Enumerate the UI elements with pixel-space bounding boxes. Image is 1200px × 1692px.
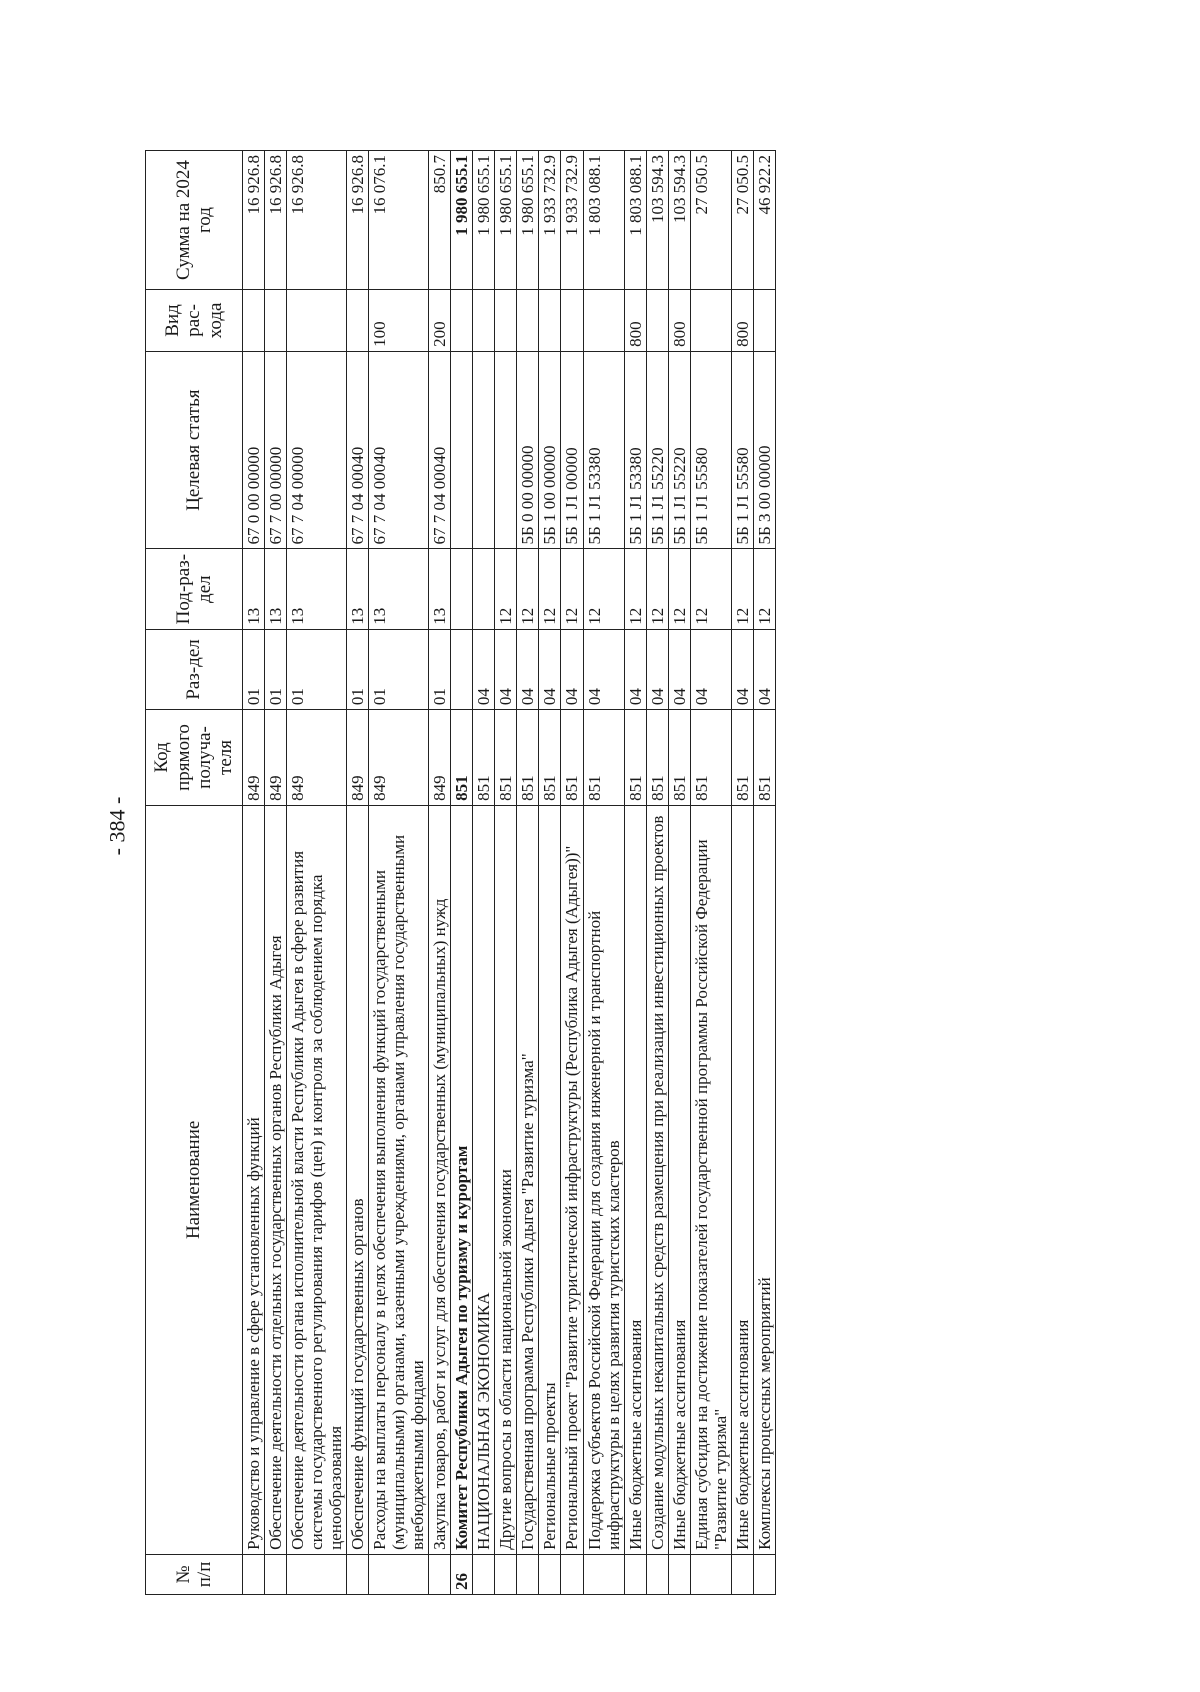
- cell-sum: 16 926.8: [287, 151, 347, 290]
- cell-sum: 1 980 655.1: [495, 151, 517, 290]
- cell-cel: 5Б 1 J1 55580: [731, 351, 753, 549]
- cell-code: 849: [265, 710, 287, 806]
- cell-code: 849: [429, 710, 451, 806]
- cell-vid: 800: [668, 290, 690, 352]
- cell-sum: 1 980 655.1: [473, 151, 495, 290]
- cell-code: 851: [731, 710, 753, 806]
- cell-code: 851: [495, 710, 517, 806]
- cell-podrazdel: 12: [753, 549, 775, 629]
- cell-razdel: 01: [287, 629, 347, 709]
- header-name: Наименование: [146, 805, 243, 1554]
- budget-table-rotated: [145, 150, 1145, 1595]
- cell-vid: [243, 290, 265, 352]
- cell-podrazdel: 13: [347, 549, 369, 629]
- cell-sum: 16 926.8: [243, 151, 265, 290]
- cell-name: Создание модульных некапитальных средств размещения при реализации инвестиционных проектов: [646, 805, 668, 1554]
- cell-razdel: 01: [347, 629, 369, 709]
- cell-num: [646, 1554, 668, 1594]
- table-row: [731, 151, 753, 1595]
- cell-razdel: 04: [539, 629, 561, 709]
- cell-razdel: 04: [583, 629, 624, 709]
- cell-cel: 67 7 04 00000: [287, 351, 347, 549]
- cell-vid: [451, 290, 473, 352]
- budget-table-container: [145, 150, 1145, 1595]
- cell-vid: [690, 290, 731, 352]
- table-row: [646, 151, 668, 1595]
- cell-num: [347, 1554, 369, 1594]
- cell-razdel: 01: [429, 629, 451, 709]
- cell-num: [517, 1554, 539, 1594]
- cell-sum: 103 594.3: [646, 151, 668, 290]
- cell-podrazdel: [473, 549, 495, 629]
- cell-razdel: 01: [243, 629, 265, 709]
- cell-razdel: 04: [646, 629, 668, 709]
- cell-sum: 27 050.5: [690, 151, 731, 290]
- cell-cel: 5Б 1 J1 53380: [583, 351, 624, 549]
- cell-vid: 800: [731, 290, 753, 352]
- cell-vid: [753, 290, 775, 352]
- cell-vid: [265, 290, 287, 352]
- cell-cel: 5Б 1 00 00000: [539, 351, 561, 549]
- table-row: [429, 151, 451, 1595]
- cell-razdel: 04: [517, 629, 539, 709]
- table-row: [243, 151, 265, 1595]
- table-header-row: [146, 151, 243, 1595]
- cell-razdel: 04: [624, 629, 646, 709]
- cell-vid: [646, 290, 668, 352]
- cell-sum: 1 803 088.1: [624, 151, 646, 290]
- cell-code: 851: [561, 710, 583, 806]
- cell-vid: [495, 290, 517, 352]
- cell-cel: 67 7 04 00040: [369, 351, 429, 549]
- header-code: Код прямого получа-теля: [146, 710, 243, 806]
- cell-podrazdel: 12: [583, 549, 624, 629]
- table-row: [451, 151, 473, 1595]
- cell-name: Руководство и управление в сфере установленных функций: [243, 805, 265, 1554]
- cell-cel: 5Б 1 J1 55220: [646, 351, 668, 549]
- cell-sum: 1 933 732.9: [539, 151, 561, 290]
- cell-num: [243, 1554, 265, 1594]
- cell-code: 851: [473, 710, 495, 806]
- cell-cel: 67 7 04 00040: [429, 351, 451, 549]
- cell-sum: 1 980 655.1: [451, 151, 473, 290]
- table-row: [265, 151, 287, 1595]
- cell-vid: [287, 290, 347, 352]
- cell-sum: 16 926.8: [265, 151, 287, 290]
- header-num: № п/п: [146, 1554, 243, 1594]
- cell-cel: 67 7 04 00040: [347, 351, 369, 549]
- cell-podrazdel: 13: [265, 549, 287, 629]
- cell-num: [539, 1554, 561, 1594]
- table-row: [690, 151, 731, 1595]
- cell-name: Обеспечение деятельности отдельных государственных органов Республики Адыгея: [265, 805, 287, 1554]
- cell-cel: 5Б 1 J1 55580: [690, 351, 731, 549]
- cell-num: [369, 1554, 429, 1594]
- cell-cel: 67 0 00 00000: [243, 351, 265, 549]
- cell-code: 851: [753, 710, 775, 806]
- cell-sum: 1 980 655.1: [517, 151, 539, 290]
- cell-razdel: 04: [668, 629, 690, 709]
- cell-name: НАЦИОНАЛЬНАЯ ЭКОНОМИКА: [473, 805, 495, 1554]
- cell-num: [668, 1554, 690, 1594]
- cell-podrazdel: 12: [539, 549, 561, 629]
- cell-name: Поддержка субъектов Российской Федерации для создания инженерной и транспортной инфраструктуры в целях развития туристских кластеров: [583, 805, 624, 1554]
- header-vid: Вид рас-хода: [146, 290, 243, 352]
- header-razdel: Раз-дел: [146, 629, 243, 709]
- cell-cel: 5Б 1 J1 55220: [668, 351, 690, 549]
- cell-code: 851: [668, 710, 690, 806]
- cell-name: Другие вопросы в области национальной экономики: [495, 805, 517, 1554]
- cell-podrazdel: 13: [287, 549, 347, 629]
- header-sum: Сумма на 2024 год: [146, 151, 243, 290]
- table-row: [287, 151, 347, 1595]
- cell-sum: 850.7: [429, 151, 451, 290]
- cell-name: Государственная программа Республики Адыгея "Развитие туризма": [517, 805, 539, 1554]
- cell-podrazdel: 13: [243, 549, 265, 629]
- cell-podrazdel: 12: [495, 549, 517, 629]
- cell-cel: 5Б 1 J1 00000: [561, 351, 583, 549]
- cell-num: [265, 1554, 287, 1594]
- cell-num: [429, 1554, 451, 1594]
- cell-code: 849: [243, 710, 265, 806]
- cell-podrazdel: 12: [668, 549, 690, 629]
- cell-podrazdel: 12: [646, 549, 668, 629]
- cell-name: Единая субсидия на достижение показателей государственной программы Российской Федерации "Развитие туризма": [690, 805, 731, 1554]
- cell-code: 851: [451, 710, 473, 806]
- cell-cel: 5Б 3 00 00000: [753, 351, 775, 549]
- cell-sum: 46 922.2: [753, 151, 775, 290]
- cell-name: Региональный проект "Развитие туристической инфраструктуры (Республика Адыгея (Адыгея))": [561, 805, 583, 1554]
- cell-razdel: 04: [495, 629, 517, 709]
- table-row: [369, 151, 429, 1595]
- cell-sum: 27 050.5: [731, 151, 753, 290]
- cell-name: Закупка товаров, работ и услуг для обеспечения государственных (муниципальных) нужд: [429, 805, 451, 1554]
- cell-name: Региональные проекты: [539, 805, 561, 1554]
- cell-razdel: [451, 629, 473, 709]
- cell-code: 849: [287, 710, 347, 806]
- budget-table: [145, 150, 776, 1595]
- cell-cel: 5Б 0 00 00000: [517, 351, 539, 549]
- cell-num: [690, 1554, 731, 1594]
- cell-name: Комитет Республики Адыгея по туризму и курортам: [451, 805, 473, 1554]
- cell-razdel: 04: [690, 629, 731, 709]
- cell-vid: [583, 290, 624, 352]
- table-row: [517, 151, 539, 1595]
- cell-podrazdel: [451, 549, 473, 629]
- table-row: [347, 151, 369, 1595]
- page-number: - 384 -: [104, 796, 130, 856]
- cell-name: Иные бюджетные ассигнования: [624, 805, 646, 1554]
- cell-code: 851: [583, 710, 624, 806]
- cell-num: [473, 1554, 495, 1594]
- cell-podrazdel: 12: [561, 549, 583, 629]
- cell-sum: 1 933 732.9: [561, 151, 583, 290]
- cell-num: [495, 1554, 517, 1594]
- table-row: [473, 151, 495, 1595]
- cell-name: Иные бюджетные ассигнования: [668, 805, 690, 1554]
- cell-name: Комплексы процессных мероприятий: [753, 805, 775, 1554]
- table-row: [539, 151, 561, 1595]
- cell-razdel: 04: [561, 629, 583, 709]
- cell-cel: [495, 351, 517, 549]
- cell-podrazdel: 13: [369, 549, 429, 629]
- cell-code: 851: [690, 710, 731, 806]
- cell-code: 851: [517, 710, 539, 806]
- cell-num: [583, 1554, 624, 1594]
- cell-num: [731, 1554, 753, 1594]
- cell-num: [624, 1554, 646, 1594]
- cell-vid: 100: [369, 290, 429, 352]
- cell-code: 851: [646, 710, 668, 806]
- cell-cel: 5Б 1 J1 53380: [624, 351, 646, 549]
- cell-podrazdel: 12: [731, 549, 753, 629]
- cell-num: [753, 1554, 775, 1594]
- cell-razdel: 04: [731, 629, 753, 709]
- cell-num: [287, 1554, 347, 1594]
- cell-cel: [473, 351, 495, 549]
- cell-vid: 200: [429, 290, 451, 352]
- cell-sum: 16 076.1: [369, 151, 429, 290]
- cell-num: 26: [451, 1554, 473, 1594]
- cell-code: 851: [624, 710, 646, 806]
- table-body: [243, 151, 776, 1595]
- cell-sum: 103 594.3: [668, 151, 690, 290]
- cell-razdel: 04: [473, 629, 495, 709]
- header-podrazdel: Под-раз-дел: [146, 549, 243, 629]
- table-row: [624, 151, 646, 1595]
- header-cel: Целевая статья: [146, 351, 243, 549]
- cell-vid: [561, 290, 583, 352]
- cell-vid: [539, 290, 561, 352]
- cell-podrazdel: 12: [517, 549, 539, 629]
- cell-sum: 1 803 088.1: [583, 151, 624, 290]
- table-row: [583, 151, 624, 1595]
- cell-podrazdel: 12: [624, 549, 646, 629]
- table-row: [753, 151, 775, 1595]
- cell-razdel: 04: [753, 629, 775, 709]
- table-row: [495, 151, 517, 1595]
- cell-podrazdel: 12: [690, 549, 731, 629]
- cell-podrazdel: 13: [429, 549, 451, 629]
- cell-name: Обеспечение деятельности органа исполнительной власти Республики Адыгея в сфере развития системы государственного регулирования тарифов (цен) и контроля за соблюдением порядка ценообразования: [287, 805, 347, 1554]
- table-row: [561, 151, 583, 1595]
- cell-vid: [473, 290, 495, 352]
- cell-code: 849: [369, 710, 429, 806]
- cell-code: 851: [539, 710, 561, 806]
- cell-sum: 16 926.8: [347, 151, 369, 290]
- cell-name: Иные бюджетные ассигнования: [731, 805, 753, 1554]
- cell-razdel: 01: [369, 629, 429, 709]
- cell-name: Обеспечение функций государственных органов: [347, 805, 369, 1554]
- cell-razdel: 01: [265, 629, 287, 709]
- cell-vid: [347, 290, 369, 352]
- cell-vid: 800: [624, 290, 646, 352]
- cell-num: [561, 1554, 583, 1594]
- table-row: [668, 151, 690, 1595]
- cell-cel: 67 7 00 00000: [265, 351, 287, 549]
- cell-cel: [451, 351, 473, 549]
- cell-vid: [517, 290, 539, 352]
- cell-name: Расходы на выплаты персоналу в целях обеспечения выполнения функций государственными (муниципальными) органами, казенными учреждениями, органами управления государственными внебюджетными фондами: [369, 805, 429, 1554]
- cell-code: 849: [347, 710, 369, 806]
